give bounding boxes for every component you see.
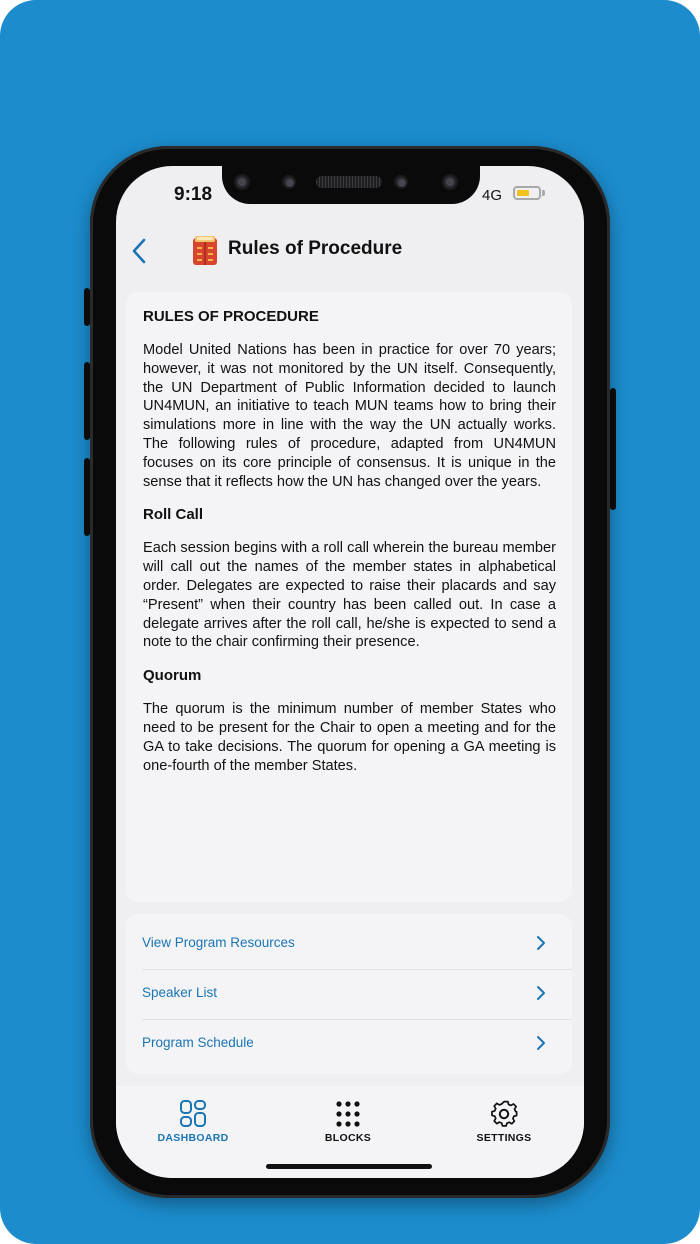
chevron-right-icon	[536, 935, 546, 951]
blocks-icon	[333, 1100, 363, 1128]
battery-cap	[542, 190, 545, 196]
link-label: View Program Resources	[142, 935, 295, 950]
section-heading-roll-call: Roll Call	[143, 506, 204, 524]
phone-power-button	[610, 388, 616, 510]
link-speaker-list[interactable]	[142, 969, 556, 1019]
battery-icon	[513, 186, 541, 200]
tab-dashboard[interactable]	[133, 1100, 253, 1144]
dashboard-icon	[178, 1100, 208, 1128]
chevron-right-icon	[536, 985, 546, 1001]
intro-paragraph: Model United Nations has been in practice for over 70 years; however, it was not monitored by the UN itself. Consequently, the UN Department of Public Information decided to launch UN4MUN, an initiative to teach MUN teams how to bring their simulations more in line with the way the UN actually works. The following rules of procedure, adapted from UN4MUN focuses on its core principle of consensus. It is unique in the sense that it reflects how the UN has changed over the years.	[143, 342, 556, 490]
sensor-icon	[282, 175, 296, 189]
link-program-schedule[interactable]	[142, 1019, 556, 1069]
gear-icon	[489, 1100, 519, 1128]
camera-icon	[234, 174, 250, 190]
book-icon	[192, 234, 218, 266]
tab-bar	[116, 1086, 584, 1178]
speaker-grille	[316, 176, 382, 188]
content-card	[126, 292, 572, 902]
tab-settings[interactable]	[444, 1100, 564, 1144]
home-indicator	[266, 1164, 432, 1169]
link-label: Speaker List	[142, 985, 218, 1000]
nav-bar	[116, 226, 584, 278]
camera-icon	[442, 174, 458, 190]
status-time: 9:18	[174, 184, 213, 205]
roll-call-paragraph: Each session begins with a roll call wherein the bureau member will call out the names of the member states in alphabetical order. Delegates are expected to raise their placards and say “Present” when their country has been called out. In case a delegate arrives after the roll call, he/she is expected to send a note to the chair confirming their presence.	[143, 540, 556, 651]
phone-screen	[116, 166, 584, 1178]
notch	[222, 166, 480, 204]
page-title: Rules of Procedure	[228, 238, 403, 259]
sensor-icon	[394, 175, 408, 189]
link-label: Program Schedule	[142, 1035, 254, 1050]
tab-label: SETTINGS	[476, 1132, 532, 1144]
link-list	[126, 914, 572, 1074]
link-view-program-resources[interactable]	[142, 919, 556, 969]
section-heading-quorum: Quorum	[143, 667, 202, 685]
battery-level	[517, 190, 529, 196]
chevron-left-icon[interactable]	[130, 236, 152, 266]
quorum-paragraph: The quorum is the minimum number of member States who need to be present for the Chair to open a meeting and for the GA to take decisions. The quorum for opening a GA meeting is one-fourth of the member States.	[143, 701, 556, 774]
tab-label: BLOCKS	[324, 1132, 372, 1144]
chevron-right-icon	[536, 1035, 546, 1051]
network-indicator: 4G	[482, 187, 503, 204]
section-heading: RULES OF PROCEDURE	[143, 308, 319, 325]
tab-blocks[interactable]	[288, 1100, 408, 1144]
tab-label: DASHBOARD	[157, 1132, 229, 1144]
